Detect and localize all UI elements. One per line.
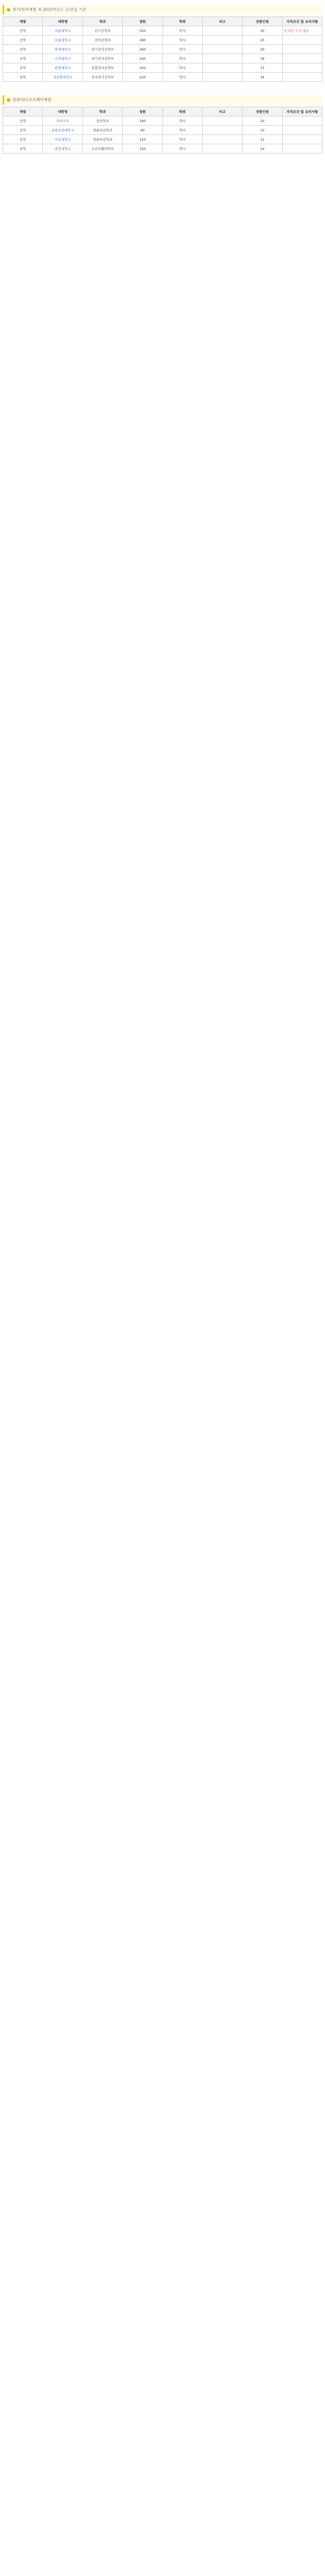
table-cell: 공학	[3, 26, 43, 36]
table-cell: 공학	[3, 54, 43, 63]
table-cell	[202, 144, 242, 154]
table-cell: 30	[242, 26, 282, 36]
table-cell: 전자공학부	[83, 36, 122, 45]
table-cell: 220	[123, 73, 163, 82]
table-cell: 20	[242, 116, 282, 126]
table-row	[3, 116, 322, 126]
table-cell: 전산학부	[83, 116, 122, 126]
table-row	[3, 45, 322, 54]
table-cell: 컴퓨터공학과	[83, 135, 122, 144]
table-cell	[202, 126, 242, 135]
table-cell: 320	[123, 26, 163, 36]
table-cell: 학사	[163, 54, 202, 63]
table-cell	[282, 116, 322, 126]
section-heading	[3, 5, 322, 14]
table-cell	[202, 116, 242, 126]
table-cell: 한양대학교	[43, 63, 83, 73]
table-cell	[202, 73, 242, 82]
section-s2	[3, 95, 322, 154]
table-cell	[202, 45, 242, 54]
table-cell: 공학	[3, 144, 43, 154]
table-cell: 10	[242, 126, 282, 135]
table-cell: 소프트웨어학부	[83, 144, 122, 154]
table-cell	[282, 126, 322, 135]
table-cell: 공학	[3, 73, 43, 82]
table-cell: 16	[242, 73, 282, 82]
table-header-cell: 비고	[202, 17, 242, 26]
table-cell: 공학	[3, 126, 43, 135]
table-header-cell: 학과	[83, 107, 122, 116]
table-cell	[202, 54, 242, 63]
table-cell: 학사	[163, 45, 202, 54]
table-header-row	[3, 107, 322, 116]
table-cell: 공학	[3, 45, 43, 54]
table-cell: 전 학년 수강 필수	[282, 26, 322, 36]
table-cell: 컴퓨터공학과	[83, 126, 122, 135]
table-cell: 18	[242, 54, 282, 63]
table-cell	[282, 73, 322, 82]
table-cell: 240	[123, 54, 163, 63]
table-cell: 120	[123, 135, 163, 144]
data-table	[3, 107, 322, 154]
table-cell: 고려대학교	[43, 54, 83, 63]
table-cell: 융합전자공학부	[83, 63, 122, 73]
table-cell: 전기공학부	[83, 26, 122, 36]
table-cell: 25	[242, 36, 282, 45]
table-header-cell: 자격조건 및 유의사항	[282, 17, 322, 26]
table-cell	[202, 63, 242, 73]
table-cell: 공학	[3, 63, 43, 73]
table-cell	[282, 54, 322, 63]
table-cell: 12	[242, 135, 282, 144]
table-row	[3, 63, 322, 73]
table-cell: 280	[123, 36, 163, 45]
table-cell: 180	[123, 116, 163, 126]
table-cell: 공학	[3, 116, 43, 126]
table-cell: 공학	[3, 36, 43, 45]
table-cell: 14	[242, 144, 282, 154]
table-header-cell: 학위	[163, 17, 202, 26]
section-note: ※ 2025학년도 신/편입 기준	[38, 7, 87, 12]
table-header-cell: 대학명	[43, 107, 83, 116]
table-cell	[202, 36, 242, 45]
table-cell: 학사	[163, 135, 202, 144]
table-cell: 학사	[163, 36, 202, 45]
table-cell: 150	[123, 144, 163, 154]
table-row	[3, 144, 322, 154]
table-cell: 260	[123, 45, 163, 54]
page	[3, 0, 322, 154]
table-row	[3, 135, 322, 144]
table-cell	[202, 135, 242, 144]
table-cell	[282, 63, 322, 73]
section-s1	[3, 5, 322, 82]
table-row	[3, 36, 322, 45]
table-cell	[282, 144, 322, 154]
section-heading-text: 컴퓨터/소프트웨어계열	[12, 97, 52, 103]
table-header-cell: 계열	[3, 17, 43, 26]
bullet-icon: ■	[7, 7, 11, 12]
bullet-icon: ■	[7, 97, 11, 103]
table-cell: 200	[123, 63, 163, 73]
table-header-cell: 선발인원	[242, 107, 282, 116]
table-cell	[202, 26, 242, 36]
table-header-cell: 계열	[3, 107, 43, 116]
table-cell: 서강대학교	[43, 135, 83, 144]
table-row	[3, 26, 322, 36]
table-cell: 학사	[163, 144, 202, 154]
data-table	[3, 16, 322, 82]
table-cell: 20	[242, 45, 282, 54]
table-cell: 학사	[163, 26, 202, 36]
table-header-row	[3, 17, 322, 26]
table-cell: 성균관대학교	[43, 73, 83, 82]
table-cell: 전자전기공학부	[83, 73, 122, 82]
table-row	[3, 73, 322, 82]
table-cell: 15	[242, 63, 282, 73]
table-header-cell: 학과	[83, 17, 122, 26]
table-cell: 서울대학교	[43, 36, 83, 45]
table-cell: 전기전자공학부	[83, 54, 122, 63]
table-cell: 중앙대학교	[43, 144, 83, 154]
table-header-cell: 자격조건 및 유의사항	[282, 107, 322, 116]
table-header-cell: 선발인원	[242, 17, 282, 26]
table-header-cell: 대학명	[43, 17, 83, 26]
section-heading	[3, 95, 322, 105]
table-header-cell: 학위	[163, 107, 202, 116]
table-header-cell: 정원	[123, 17, 163, 26]
table-header-cell: 비고	[202, 107, 242, 116]
table-cell	[282, 135, 322, 144]
table-cell: 전기전자공학부	[83, 45, 122, 54]
table-cell	[282, 45, 322, 54]
table-cell: 포항공과대학교	[43, 126, 83, 135]
table-cell: 학사	[163, 63, 202, 73]
table-row	[3, 54, 322, 63]
table-header-cell: 정원	[123, 107, 163, 116]
table-cell	[282, 36, 322, 45]
table-cell: 카이스트	[43, 116, 83, 126]
table-cell: 연세대학교	[43, 45, 83, 54]
table-cell: 90	[123, 126, 163, 135]
table-row	[3, 126, 322, 135]
section-heading-text: 전기/전자계열	[12, 7, 37, 12]
table-cell: 학사	[163, 73, 202, 82]
table-cell: 학사	[163, 116, 202, 126]
table-cell: 학사	[163, 126, 202, 135]
table-cell: 서울대학교	[43, 26, 83, 36]
table-cell: 공학	[3, 135, 43, 144]
